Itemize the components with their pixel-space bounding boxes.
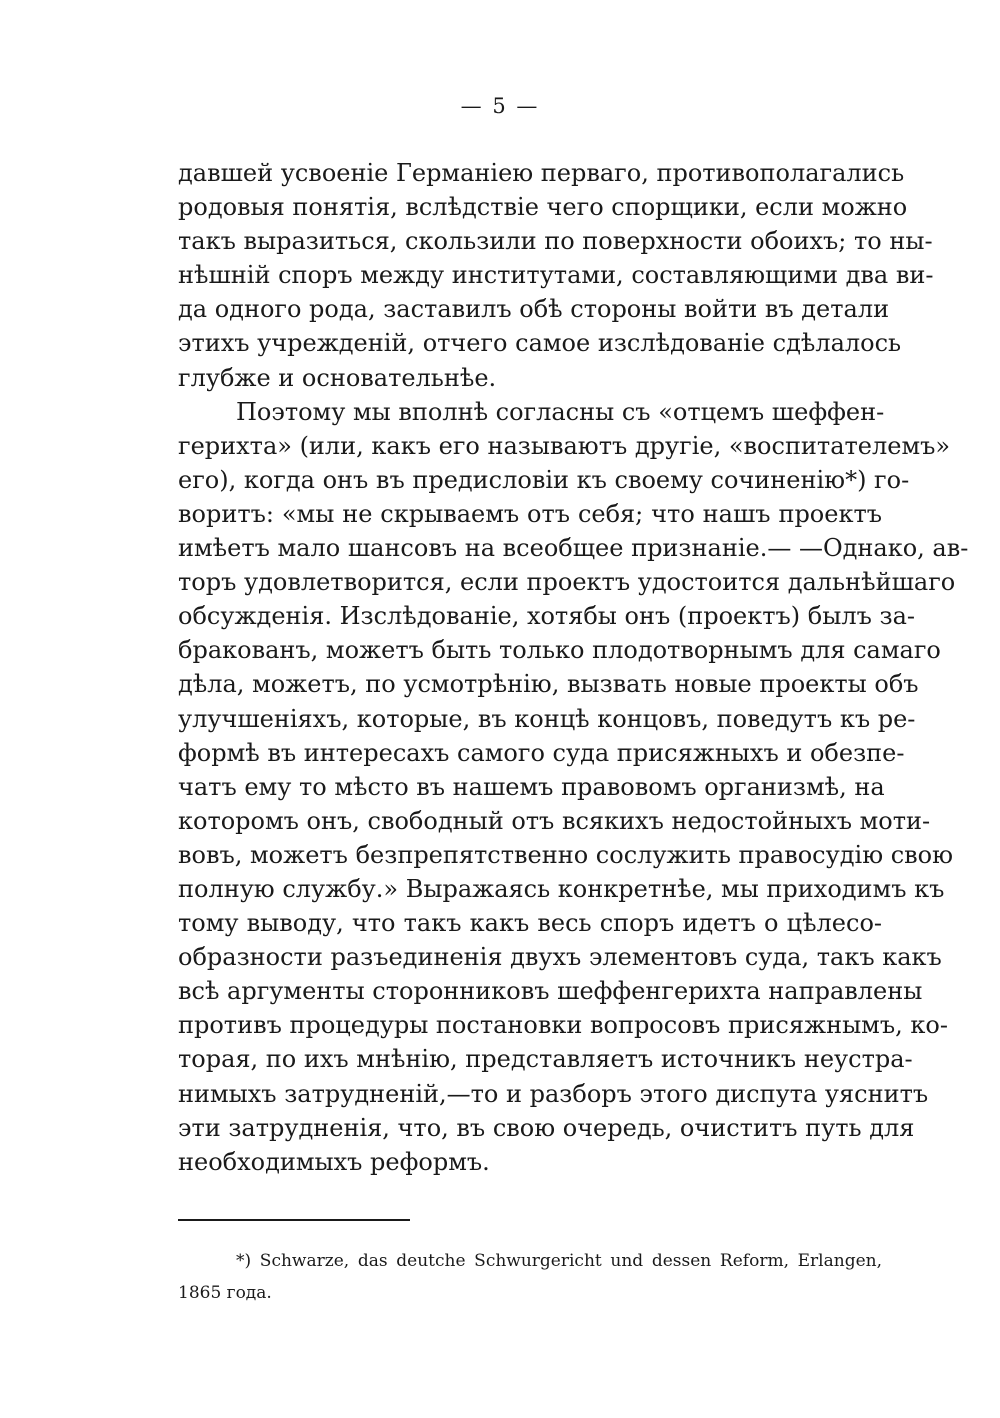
text-line: эти затрудненія, что, въ свою очередь, очиститъ путь для <box>178 1113 915 1142</box>
footnote-line: 1865 года. <box>178 1283 272 1303</box>
paragraph-end-line: глубже и основательнѣе. <box>178 363 497 392</box>
text-line: родовыя понятія, вслѣдствіе чего спорщики, если можно <box>178 193 908 222</box>
paragraph-start-line: Поэтому мы вполнѣ согласны съ «отцемъ шеффен- <box>236 397 885 426</box>
body-text <box>178 156 969 1179</box>
text-line: тому выводу, что такъ какъ весь споръ идетъ о цѣлесо- <box>178 909 882 938</box>
text-line: бракованъ, можетъ быть только плодотворнымъ для самаго <box>178 636 941 665</box>
text-line: давшей усвоеніе Германіею перваго, противополагались <box>178 159 905 187</box>
text-line: всѣ аргументы сторонниковъ шеффенгерихта направлены <box>178 977 923 1006</box>
footnote <box>178 1245 882 1309</box>
text-line: обсужденія. Изслѣдованіе, хотябы онъ (проектъ) былъ за- <box>178 602 915 631</box>
text-line: такъ выразиться, скользили по поверхности обоихъ; то ны- <box>178 227 933 256</box>
text-line: полную службу.» Выражаясь конкретнѣе, мы приходимъ къ <box>178 874 945 903</box>
text-line: вовъ, можетъ безпрепятственно сослужить правосудію свою <box>178 840 954 869</box>
text-line: чатъ ему то мѣсто въ нашемъ правовомъ организмѣ, на <box>178 772 885 801</box>
paragraph-end-line: необходимыхъ реформъ. <box>178 1147 490 1176</box>
text-line: противъ процедуры постановки вопросовъ присяжнымъ, ко- <box>178 1011 948 1040</box>
text-line: которомъ онъ, свободный отъ всякихъ недостойныхъ моти- <box>178 806 931 835</box>
text-line: имѣетъ мало шансовъ на всеобщее признаніе.— —Однако, ав- <box>178 534 969 563</box>
footnote-line: *) Schwarze, das deutche Schwurgericht und dessen Reform, Erlangen, <box>236 1251 882 1271</box>
text-line: воритъ: «мы не скрываемъ отъ себя; что нашъ проектъ <box>178 499 882 528</box>
text-line: формѣ въ интересахъ самого суда присяжныхъ и обезпе- <box>178 738 905 767</box>
text-line: торая, по ихъ мнѣнію, представляетъ источникъ неустра- <box>178 1045 913 1074</box>
text-line: дѣла, можетъ, по усмотрѣнію, вызвать новые проекты объ <box>178 670 919 699</box>
text-line: герихта» (или, какъ его называютъ другіе, «воспитателемъ» <box>178 431 951 460</box>
text-line: улучшеніяхъ, которые, въ концѣ концовъ, поведутъ къ ре- <box>178 704 916 733</box>
text-line: нимыхъ затрудненій,—то и разборъ этого диспута уяснитъ <box>178 1079 929 1108</box>
text-line: торъ удовлетворится, если проектъ удостоится дальнѣйшаго <box>178 568 956 597</box>
page-number: — 5 — <box>460 94 540 118</box>
text-line: образности разъединенія двухъ элементовъ суда, такъ какъ <box>178 943 942 972</box>
text-line: да одного рода, заставилъ обѣ стороны войти въ детали <box>178 295 890 324</box>
footnote-divider <box>178 1219 410 1221</box>
text-line: нѣшній споръ между институтами, составляющими два ви- <box>178 261 934 290</box>
text-line: этихъ учрежденій, отчего самое изслѣдованіе сдѣлалось <box>178 329 902 358</box>
text-line: его), когда онъ въ предисловіи къ своему сочиненію*) го- <box>178 465 910 494</box>
